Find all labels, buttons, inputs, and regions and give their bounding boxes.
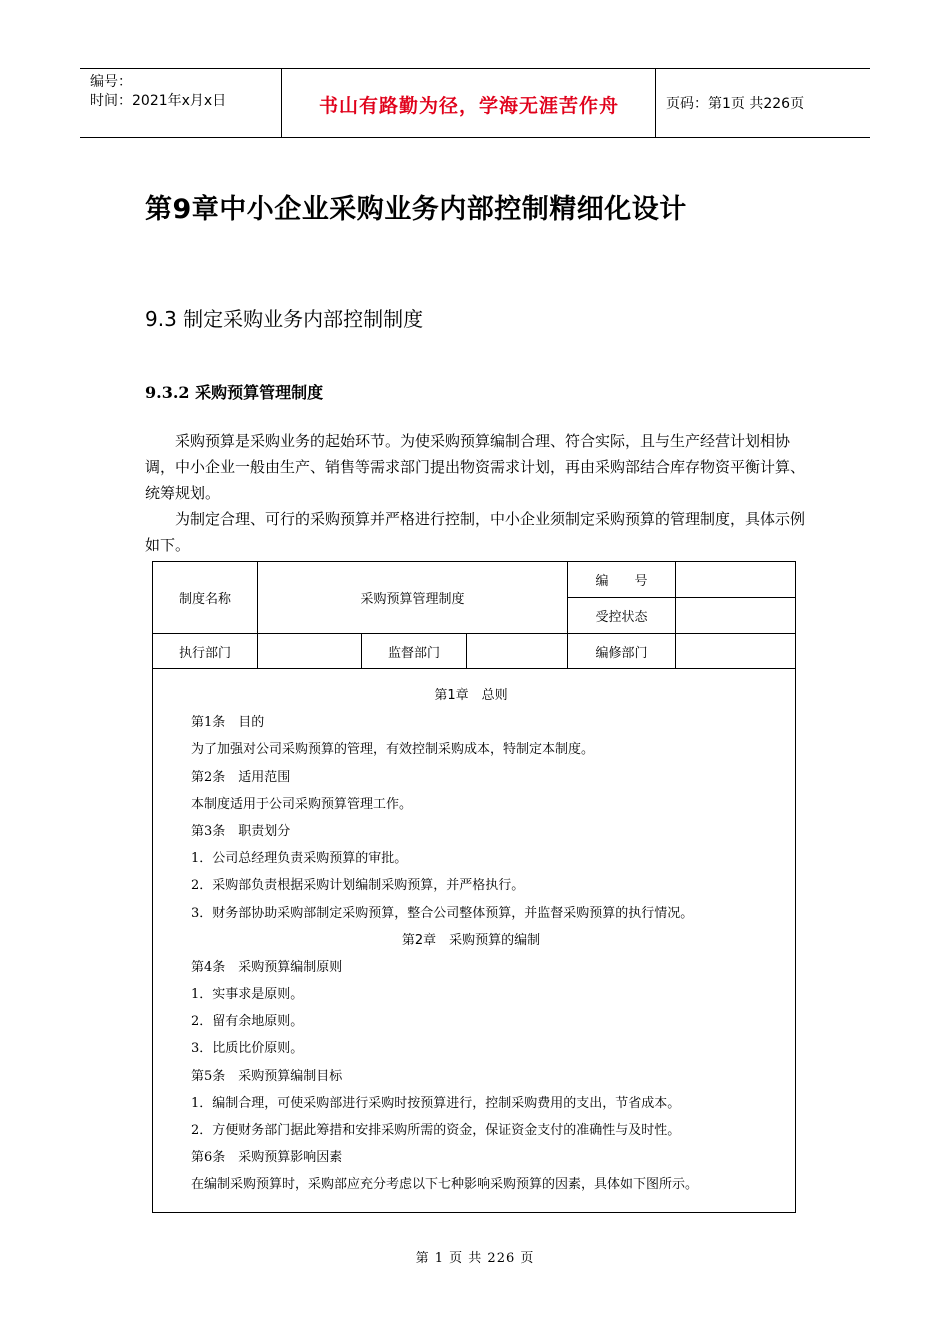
clause-line: 第6条 采购预算影响因素 <box>191 1150 343 1166</box>
edit-dept-value <box>676 634 796 668</box>
clause-line: 第2条 适用范围 <box>191 769 291 785</box>
clause-line: 2．采购部负责根据采购计划编制采购预算，并严格执行。 <box>191 878 525 894</box>
header-motto: 书山有路勤为径，学海无涯苦作舟 <box>318 95 619 117</box>
number-label: 编 号 <box>595 574 648 589</box>
clause-line: 第3条 职责划分 <box>191 823 291 839</box>
exec-dept-label: 执行部门 <box>178 645 231 661</box>
clause-line: 第1条 目的 <box>191 715 265 731</box>
clause-line: 第4条 采购预算编制原则 <box>191 959 343 975</box>
body-text <box>145 428 810 558</box>
page-header <box>80 68 870 138</box>
clause-line: 2．方便财务部门据此筹措和安排采购所需的资金，保证资金支付的准确性与及时性。 <box>191 1123 681 1138</box>
chapter-heading: 第1章 总则 <box>434 688 508 703</box>
clause-line: 3．比质比价原则。 <box>191 1041 304 1057</box>
clause-line: 2．留有余地原则。 <box>191 1014 304 1030</box>
system-form-table <box>152 561 796 1213</box>
number-label: 编号： <box>90 74 132 90</box>
paragraph: 采购预算是采购业务的起始环节。为使采购预算编制合理、符合实际，且与生产经营计划相协调，中小企业一般由生产、销售等需求部门提出物资需求计划，再由采购部结合库存物资平衡计算、统筹规划。 <box>145 432 806 502</box>
controlled-status-label: 受控状态 <box>595 610 648 625</box>
number-value <box>676 562 796 597</box>
header-divider <box>655 69 656 137</box>
chapter-heading: 第2章 采购预算的编制 <box>401 932 541 948</box>
clause-line: 3．财务部协助采购部制定采购预算，整合公司整体预算，并监督采购预算的执行情况。 <box>191 905 694 921</box>
exec-dept-value <box>258 634 361 668</box>
clause-line: 在编制采购预算时，采购部应充分考虑以下七种影响采购预算的因素，具体如下图所示。 <box>191 1177 699 1193</box>
clause-line: 1．实事求是原则。 <box>191 987 304 1003</box>
system-name-label: 制度名称 <box>178 592 231 607</box>
date-label: 时间：2021年x月x日 <box>90 93 227 109</box>
chapter-title: 第9章中小企业采购业务内部控制精细化设计 <box>145 194 687 225</box>
edit-dept-label: 编修部门 <box>595 645 648 661</box>
clause-line: 1．公司总经理负责采购预算的审批。 <box>191 851 408 867</box>
controlled-status-value <box>676 598 796 633</box>
clause-line: 1．编制合理，可使采购部进行采购时按预算进行，控制采购费用的支出，节省成本。 <box>191 1095 681 1111</box>
header-page-info: 页码：第1页 共226页 <box>666 96 805 112</box>
clause-line: 本制度适用于公司采购预算管理工作。 <box>191 796 413 812</box>
table-line <box>153 668 796 669</box>
system-name-value: 采购预算管理制度 <box>360 592 465 607</box>
clause-line: 为了加强对公司采购预算的管理，有效控制采购成本，特制定本制度。 <box>191 742 595 758</box>
supervise-dept-label: 监督部门 <box>387 645 440 661</box>
paragraph: 为制定合理、可行的采购预算并严格进行控制，中小企业须制定采购预算的管理制度，具体示例如下。 <box>145 510 806 554</box>
page-footer: 第 1 页 共 226 页 <box>415 1251 535 1266</box>
clause-line: 第5条 采购预算编制目标 <box>191 1068 343 1084</box>
section-title: 9.3 制定采购业务内部控制制度 <box>145 307 424 331</box>
header-meta <box>90 73 226 111</box>
supervise-dept-value <box>467 634 567 668</box>
form-content <box>191 682 791 1199</box>
subsection-title: 9.3.2 采购预算管理制度 <box>145 383 324 402</box>
